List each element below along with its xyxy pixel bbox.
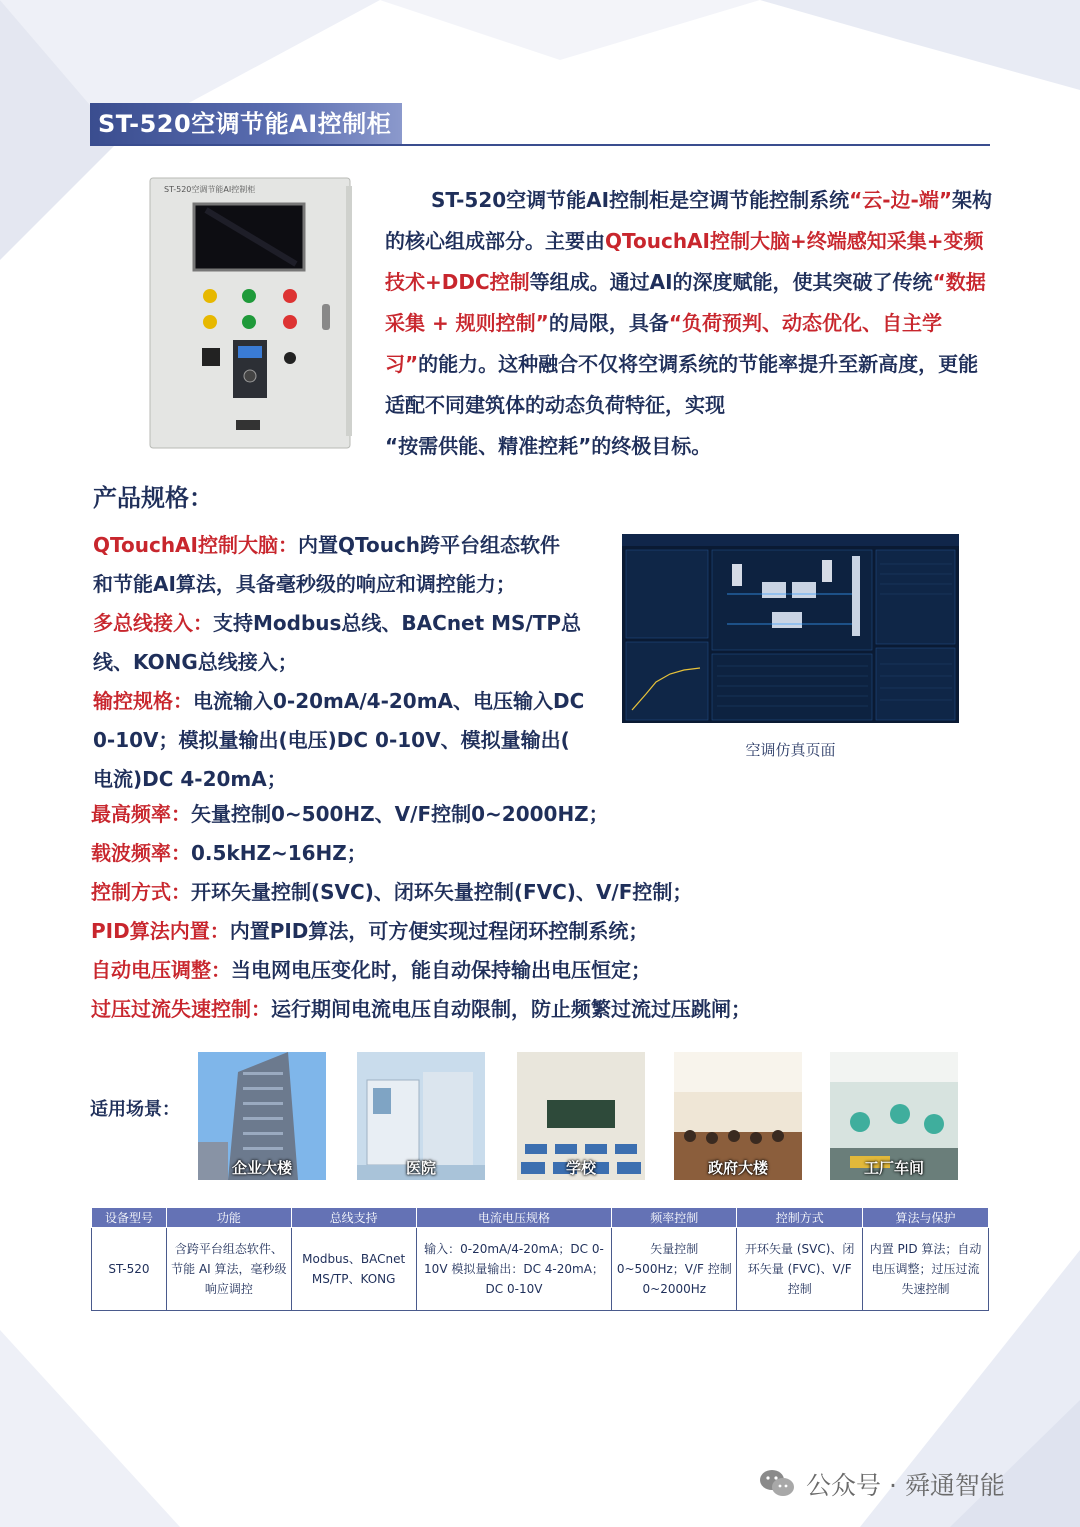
intro-highlight-4: “负荷预判、动态优化、自主学习” bbox=[385, 311, 942, 376]
spec-heading: 产品规格： bbox=[93, 484, 213, 512]
simulation-caption: 空调仿真页面 bbox=[745, 741, 836, 759]
page-title: ST-520空调节能AI控制柜 bbox=[90, 103, 402, 145]
scene-factory-workshop bbox=[830, 1052, 958, 1180]
table-cell: Modbus、BACnet MS/TP、KONG bbox=[291, 1228, 416, 1311]
cabinet-image bbox=[146, 176, 356, 451]
scene-hospital bbox=[357, 1052, 485, 1180]
table-cell: 含跨平台组态软件、节能 AI 算法，毫秒级响应调控 bbox=[166, 1228, 291, 1311]
spec-key: 过压过流失速控制： bbox=[91, 997, 271, 1021]
spec-value: 运行期间电流电压自动限制，防止频繁过流过压跳闸； bbox=[271, 997, 751, 1021]
intro-text-4: 的局限，具备 bbox=[548, 311, 669, 335]
table-cell: 开环矢量 (SVC)、闭环矢量 (FVC)、V/F 控制 bbox=[737, 1228, 863, 1311]
spec-value: 矢量控制0~500HZ、V/F控制0~2000HZ； bbox=[191, 802, 609, 826]
table-header: 设备型号 bbox=[92, 1208, 167, 1228]
spec-value: 0.5kHZ~16HZ； bbox=[191, 841, 367, 865]
scene-enterprise-building bbox=[198, 1052, 326, 1180]
table-cell: 内置 PID 算法；自动电压调整；过压过流失速控制 bbox=[863, 1228, 989, 1311]
spec-value: 开环矢量控制(SVC)、闭环矢量控制(FVC)、V/F控制； bbox=[191, 880, 693, 904]
scene-government-building bbox=[674, 1052, 802, 1180]
spec-key: 多总线接入： bbox=[93, 611, 213, 635]
spec-item bbox=[93, 682, 613, 799]
title-divider bbox=[90, 144, 990, 146]
spec-item bbox=[91, 951, 651, 990]
spec-value: 电流)DC 4-20mA； bbox=[93, 767, 287, 791]
intro-text-3: 等组成。通过AI的深度赋能，使其突破了传统 bbox=[529, 270, 933, 294]
scene-caption: 政府大楼 bbox=[707, 1159, 768, 1177]
spec-item bbox=[93, 604, 603, 682]
scene-school bbox=[517, 1052, 645, 1180]
spec-item bbox=[91, 795, 609, 834]
spec-item bbox=[93, 526, 598, 604]
table-row bbox=[92, 1228, 989, 1311]
scene-caption: 工厂车间 bbox=[863, 1159, 924, 1177]
spec-value: 当电网电压变化时，能自动保持输出电压恒定； bbox=[231, 958, 651, 982]
intro-highlight-3: “数据采集 + 规则控制” bbox=[385, 270, 986, 335]
table-cell: 矢量控制 0~500Hz；V/F 控制 0~2000Hz bbox=[612, 1228, 737, 1311]
scene-caption: 学校 bbox=[565, 1159, 596, 1177]
intro-text-1: ST-520空调节能AI控制柜是空调节能控制系统 bbox=[431, 188, 850, 212]
spec-value: 支持Modbus总线、BACnet MS/TP总 bbox=[213, 611, 582, 635]
table-cell: ST-520 bbox=[92, 1228, 167, 1311]
table-cell: 输入：0-20mA/4-20mA；DC 0-10V 模拟量输出：DC 4-20mA；DC 0-10V bbox=[416, 1228, 612, 1311]
table-header: 控制方式 bbox=[737, 1208, 863, 1228]
spec-table bbox=[91, 1207, 989, 1311]
spec-value: 内置PID算法，可方便实现过程闭环控制系统； bbox=[229, 919, 649, 943]
spec-item bbox=[91, 912, 648, 951]
table-header-row bbox=[92, 1208, 989, 1228]
intro-text-5: 的能力。这种融合不仅将空调系统的节能率提升至新高度，更能适配不同建筑体的动态负荷特征，实现 bbox=[385, 352, 979, 417]
spec-item bbox=[91, 873, 692, 912]
spec-item bbox=[91, 834, 367, 873]
table-header: 频率控制 bbox=[612, 1208, 737, 1228]
spec-value: 线、KONG总线接入； bbox=[93, 650, 298, 674]
wechat-icon bbox=[758, 1468, 796, 1498]
spec-key: 输控规格： bbox=[93, 689, 193, 713]
intro-highlight-2: QTouchAI控制大脑+终端感知采集+变频技术+DDC控制 bbox=[385, 229, 984, 294]
spec-value: 电流输入0-20mA/4-20mA、电压输入DC bbox=[193, 689, 585, 713]
scene-caption: 医院 bbox=[405, 1159, 436, 1177]
footer-account: 公众号 · 舜通智能 bbox=[806, 1471, 1005, 1500]
table-header: 电流电压规格 bbox=[416, 1208, 612, 1228]
spec-key: 最高频率： bbox=[91, 802, 191, 826]
intro-paragraph bbox=[385, 180, 995, 467]
spec-value: 内置QTouch跨平台组态软件 bbox=[297, 533, 561, 557]
intro-text-6: “按需供能、精准控耗”的终极目标。 bbox=[385, 434, 712, 458]
scenes-label: 适用场景： bbox=[90, 1099, 180, 1120]
spec-value: 和节能AI算法，具备毫秒级的响应和调控能力； bbox=[93, 572, 516, 596]
cabinet-label: ST-520空调节能AI控制柜 bbox=[164, 185, 256, 194]
spec-item bbox=[91, 990, 751, 1029]
table-header: 算法与保护 bbox=[863, 1208, 989, 1228]
spec-key: QTouchAI控制大脑： bbox=[93, 533, 298, 557]
spec-value: 0-10V；模拟量输出(电压)DC 0-10V、模拟量输出( bbox=[93, 728, 570, 752]
spec-key: 控制方式： bbox=[91, 880, 191, 904]
intro-text-2: 架构的核心组成部分。主要由 bbox=[385, 188, 992, 253]
table-header: 功能 bbox=[166, 1208, 291, 1228]
scene-caption: 企业大楼 bbox=[231, 1159, 292, 1177]
spec-key: PID算法内置： bbox=[91, 919, 230, 943]
simulation-screenshot bbox=[622, 534, 959, 723]
spec-key: 自动电压调整： bbox=[91, 958, 231, 982]
spec-key: 载波频率： bbox=[91, 841, 191, 865]
intro-highlight-1: “云-边-端” bbox=[849, 188, 952, 212]
table-header: 总线支持 bbox=[291, 1208, 416, 1228]
